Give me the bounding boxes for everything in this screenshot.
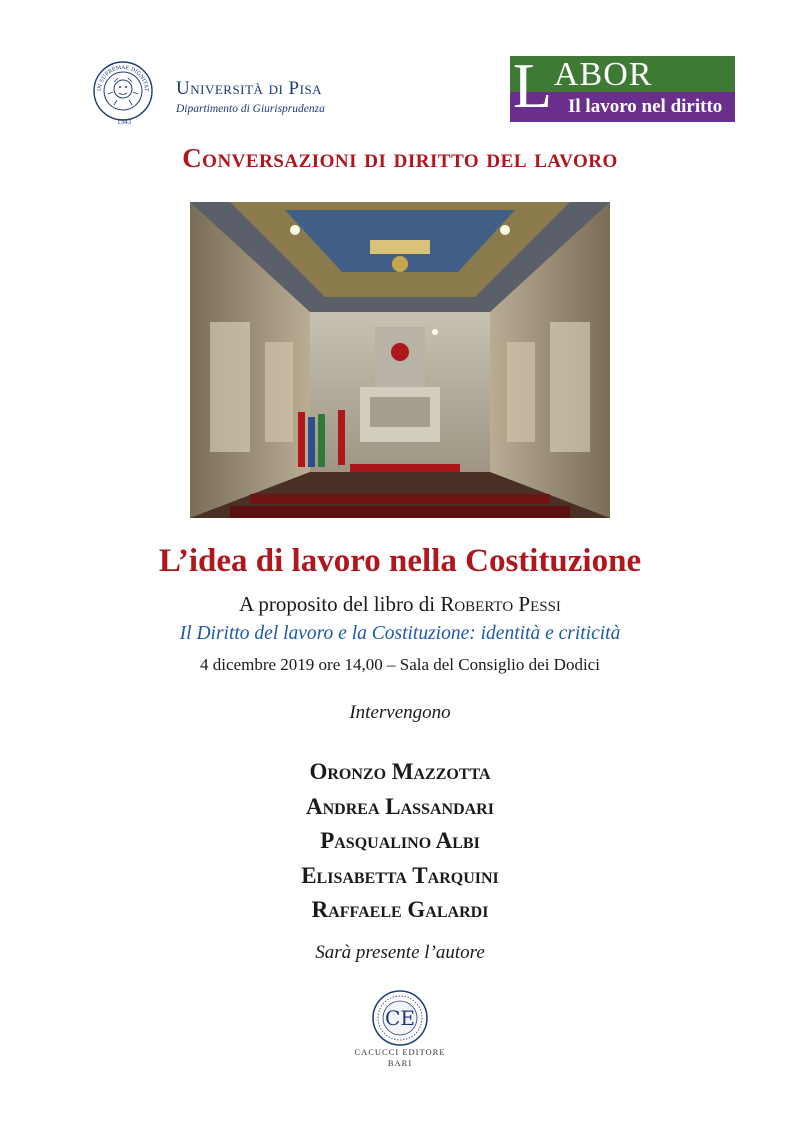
author-note: Sarà presente l’autore bbox=[315, 942, 485, 963]
speaker: Andrea Lassandari bbox=[306, 793, 494, 819]
university-name: Università di Pisa bbox=[176, 78, 323, 99]
publisher-city: BARI bbox=[387, 1058, 413, 1068]
speaker: Oronzo Mazzotta bbox=[309, 759, 491, 784]
labor-initial: L bbox=[513, 50, 553, 121]
speaker: Raffaele Galardi bbox=[311, 897, 489, 922]
hall-photo bbox=[190, 202, 610, 518]
event-title: L’idea di lavoro nella Costituzione bbox=[158, 543, 642, 579]
department-name: Dipartimento di Giurisprudenza bbox=[176, 103, 325, 115]
seal-year: 1343 bbox=[117, 118, 131, 126]
speaker: Pasqualino Albi bbox=[320, 828, 480, 853]
subtitle-prefix: A proposito del libro di bbox=[239, 592, 441, 616]
publisher-name: CACUCCI EDITORE bbox=[354, 1047, 446, 1057]
publisher-monogram: CE bbox=[385, 1006, 415, 1030]
speakers-list bbox=[0, 755, 800, 928]
labor-logo bbox=[510, 50, 735, 122]
event-date-place: 4 dicembre 2019 ore 14,00 – Sala del Consiglio dei Dodici bbox=[200, 655, 600, 674]
series-title: Conversazioni di diritto del lavoro bbox=[182, 143, 618, 173]
university-seal-icon bbox=[92, 60, 154, 122]
labor-title: ABOR bbox=[554, 56, 653, 93]
book-author: Roberto Pessi bbox=[440, 592, 561, 616]
labor-subtitle: Il lavoro nel diritto bbox=[568, 96, 723, 117]
speakers-intro: Intervengono bbox=[349, 702, 451, 723]
event-subtitle bbox=[0, 592, 800, 617]
publisher-seal-icon bbox=[370, 988, 430, 1048]
speaker: Elisabetta Tarquini bbox=[301, 862, 499, 888]
book-title: Il Diritto del lavoro e la Costituzione: identità e criticità bbox=[179, 623, 621, 644]
seal-text: IN SUPREMAE DIGNITAT bbox=[96, 64, 150, 92]
